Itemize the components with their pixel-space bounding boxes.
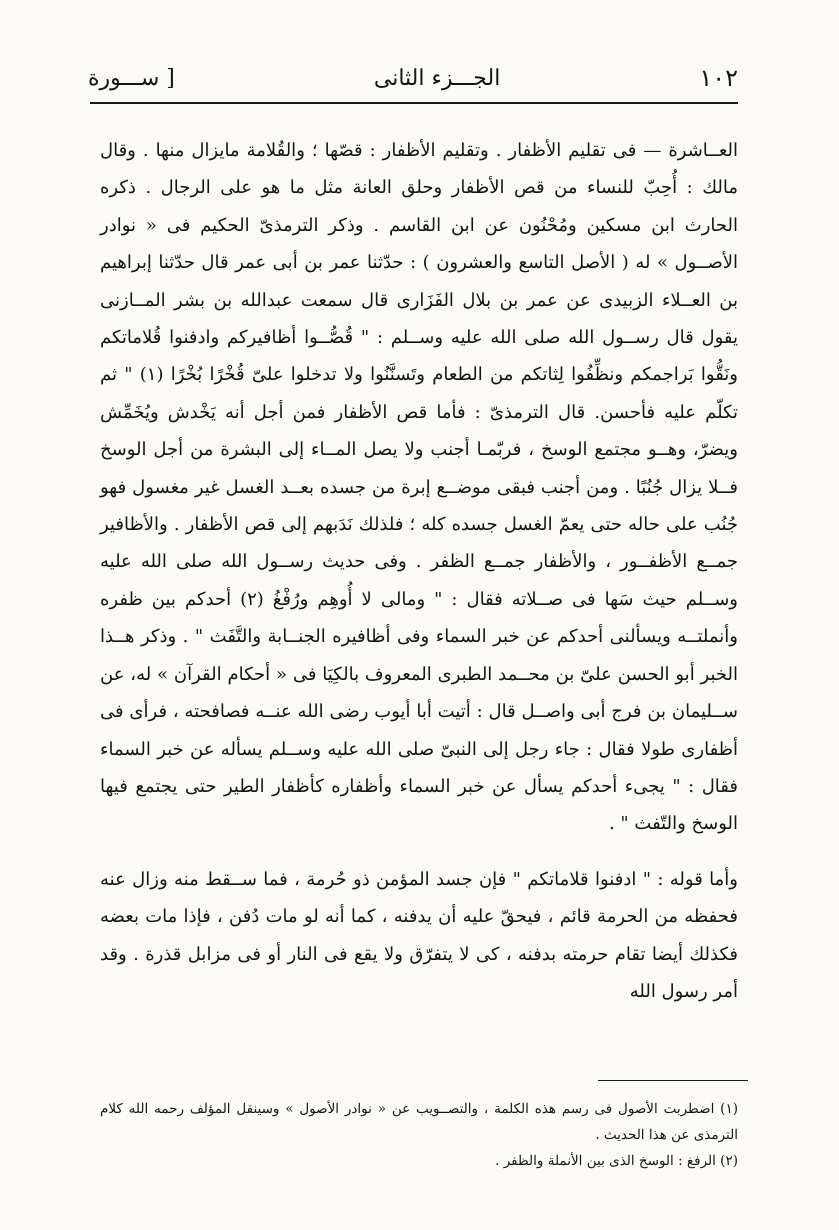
paragraph-2: وأما قوله : " ادفنوا قلاماتكم " فإن جسد المؤمن ذو حُرمة ، فما ســقط منه وزال عنه فحفظه من الحرمة قائم ، فيحقّ عليه أن يدفنه ، كما أنه لو مات دُفن ، فإذا مات بعضه فكذلك أيضا تقام حرمته بدفنه ، كى لا يتفرّق ولا يقع فى النار أو فى مزابل قذرة . وقد أمر رسول الله <box>100 868 738 1002</box>
page-number: ١٠٢ <box>699 64 738 92</box>
footnote-2: (٢) الرفغ : الوسخ الذى بين الأنملة والظفر . <box>495 1153 738 1169</box>
paragraph-1: العــاشرة — فى تقليم الأظفار . وتقليم الأظفار : قصّها ؛ والقُلامة مايزال منها . وقال مالك : أُحِبّ للنساء من قص الأظفار وحلق العانة مثل ما هو على الرجال . ذكره الحارث ابن مسكين ومُحْنُون عن ابن القاسم . وذكر الترمذىّ الحكيم فى « نوادر الأصــول » له ( الأصل التاسع والعشرون ) : حدّثنا عمر بن أبى عمر قال حدّثنا إبراهيم بن العــلاء الزبيدى عن عمر بن بلال الفَزَارى قال سمعت عبدالله بن بشر المــازنى يقول قال رســول الله صلى الله عليه وســلم : " قُصُّــوا أظافيركم وادفنوا قُلاماتكم ونَقُّوا بَراجمكم ونظِّفُوا لِثاتكم من الطعام وتَسنَّنُوا ولا تدخلوا علىّ قُخْرًا بُخْرًا (١) " ثم تكلّم عليه فأحسن. قال الترمذىّ : فأما قص الأظفار فمن أجل أنه يَخْدش ويُخَمِّش ويضرّ، وهــو مجتمع الوسخ ، فربّمـا أجنب ولا يصل المــاء إلى البشرة من أجل الوسخ فــلا يزال جُنُبًا . ومن أجنب فبقى موضــع إبرة من جسده بعــد الغسل غير مغسول فهو جُنُب على حاله حتى يعمّ الغسل جسده كله ؛ فلذلك نَدَبهم إلى قص الأظفار . والأظافير جمــع الأظفــور ، والأظفار جمــع الظفر . وفى حديث رســول الله صلى الله عليه وســلم حيث سَها فى صــلاته فقال : " ومالى لا أُوهِم ورُفْغُ (٢) أحدكم بين ظفره وأنملتــه ويسألنى أحدكم عن خبر السماء وفى أظافيره الجنــابة والتَّفَث " . وذكر هــذا الخبر أبو الحسن علىّ بن محــمد الطبرى المعروف بالكِيَا فى « أحكام القرآن » له، عن ســليمان بن فرج أبى واصــل قال : أتيت أبا أيوب رضى الله عنــه فصافحته ، فرأى فى أظفارى طولا فقال : جاء رجل إلى النبىّ صلى الله عليه وســلم يسأله عن خبر السماء فقال : " يجىء أحدكم يسأل عن خبر السماء وأظفاره كأظفار الطير حتى يجتمع فيها الوسخ والتّفث " . <box>100 140 738 835</box>
footnote-1: (١) اضطربت الأصول فى رسم هذه الكلمة ، والتصــويب عن « نوادر الأصول » وسينقل المؤلف رحمه الله كلام الترمذى عن هذا الحديث . <box>100 1101 738 1143</box>
page-header <box>88 58 738 98</box>
surah-label: [ ســـورة <box>88 65 175 91</box>
main-text <box>100 132 738 1010</box>
header-divider <box>90 102 738 104</box>
footnotes <box>100 1096 738 1174</box>
footnote-divider <box>598 1080 748 1081</box>
part-title: الجـــزء الثانى <box>373 65 501 91</box>
